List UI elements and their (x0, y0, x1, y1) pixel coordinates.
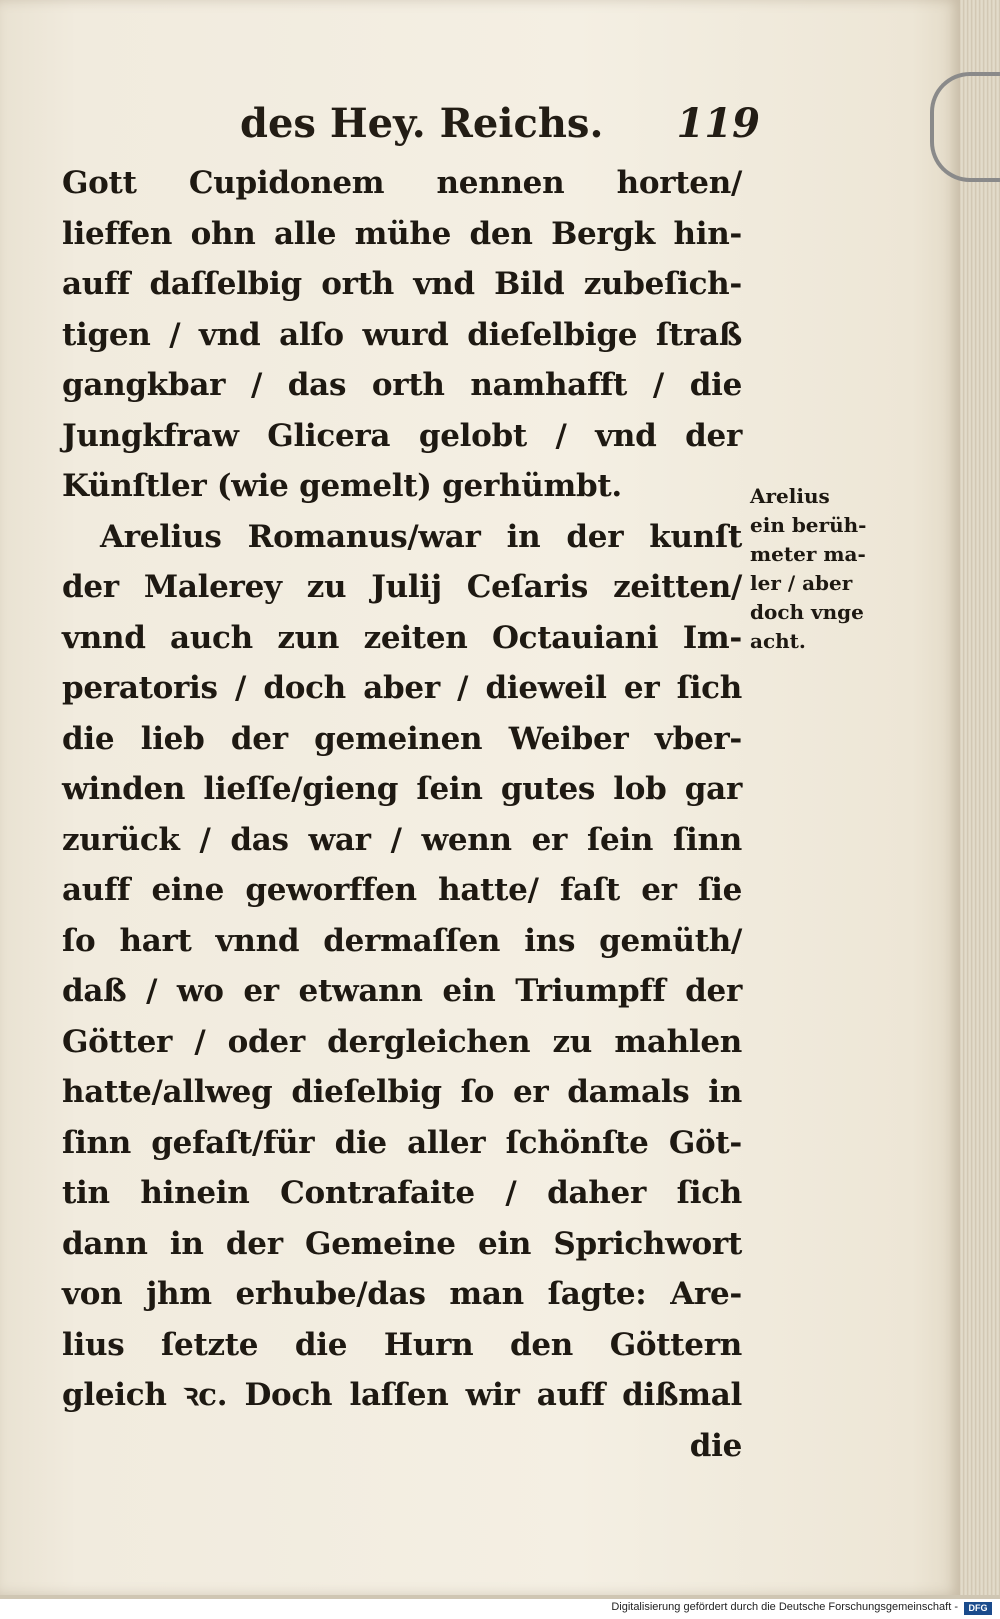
text-line: tigen / vnd alſo wurd dieſelbige ſtraß (62, 316, 742, 353)
main-text-block (62, 158, 742, 1471)
text-line: peratoris / doch aber / dieweil er ſich (62, 670, 742, 706)
text-line: der Malerey zu Julij Ceſaris zeitten/ (62, 569, 742, 605)
funding-credit: Digitalisierung gefördert durch die Deutsche Forschungsgemeinschaft - (611, 1601, 958, 1613)
text-line: Künſtler (wie gemelt) gerhümbt. (62, 468, 622, 504)
text-line: daß / wo er etwann ein Triumpff der (62, 973, 742, 1009)
text-line: gangkbar / das orth namhafft / die (62, 367, 742, 403)
text-line: Jungkfraw Glicera gelobt / vnd der (62, 417, 742, 454)
text-line: Gott Cupidonem nennen horten/ (62, 165, 742, 201)
text-line: zurück / das war / wenn er ſein ſinn (62, 821, 742, 858)
marginal-note-line: doch vnge (750, 600, 864, 624)
marginal-note-line: meter ma- (750, 542, 866, 566)
text-line: auff eine geworffen hatte/ faſt er ſie (62, 872, 742, 908)
paper-clip (930, 72, 1000, 182)
marginal-note-line: ein berüh- (750, 513, 867, 537)
text-line: Götter / oder dergleichen zu mahlen (62, 1023, 742, 1060)
marginal-note-line: acht. (750, 629, 806, 653)
marginal-note (750, 482, 895, 656)
paragraph-start-line: Arelius Romanus/war in der kunſt (100, 518, 742, 555)
text-line: hatte/allweg dieſelbig ſo er damals in (62, 1074, 742, 1110)
text-line: von jhm erhube/das man ſagte: Are- (62, 1276, 742, 1312)
text-line: vnnd auch zun zeiten Octauiani Im- (62, 619, 742, 656)
dfg-logo: DFG (964, 1602, 992, 1615)
text-line: die lieb der gemeinen Weiber vber- (62, 720, 742, 757)
page-edges (960, 0, 1000, 1595)
text-line: lieffen ohn alle mühe den Bergk hin- (62, 215, 742, 252)
page-header (240, 100, 760, 156)
text-line: ſinn gefaſt/für die aller ſchönſte Göt- (62, 1124, 742, 1161)
text-line: auff daſſelbig orth vnd Bild zubeſich- (62, 266, 742, 302)
text-line: dann in der Gemeine ein Sprichwort (62, 1225, 742, 1262)
marginal-note-line: ler / aber (750, 571, 853, 595)
text-line: gleich ꝛc. Doch laſſen wir auff dißmal (62, 1377, 742, 1413)
marginal-note-line: Arelius (750, 484, 830, 508)
text-line: lius ſetzte die Hurn den Göttern (62, 1326, 742, 1363)
catchword: die (689, 1427, 742, 1464)
text-line: winden lieſſe/gieng ſein gutes lob gar (62, 771, 742, 807)
page-number: 119 (676, 100, 760, 147)
digitization-footer (0, 1599, 1000, 1619)
running-title: des Hey. Reichs. (240, 100, 604, 147)
text-line: tin hinein Contrafaite / daher ſich (62, 1175, 742, 1211)
text-line: ſo hart vnnd dermaſſen ins gemüth/ (62, 922, 742, 959)
